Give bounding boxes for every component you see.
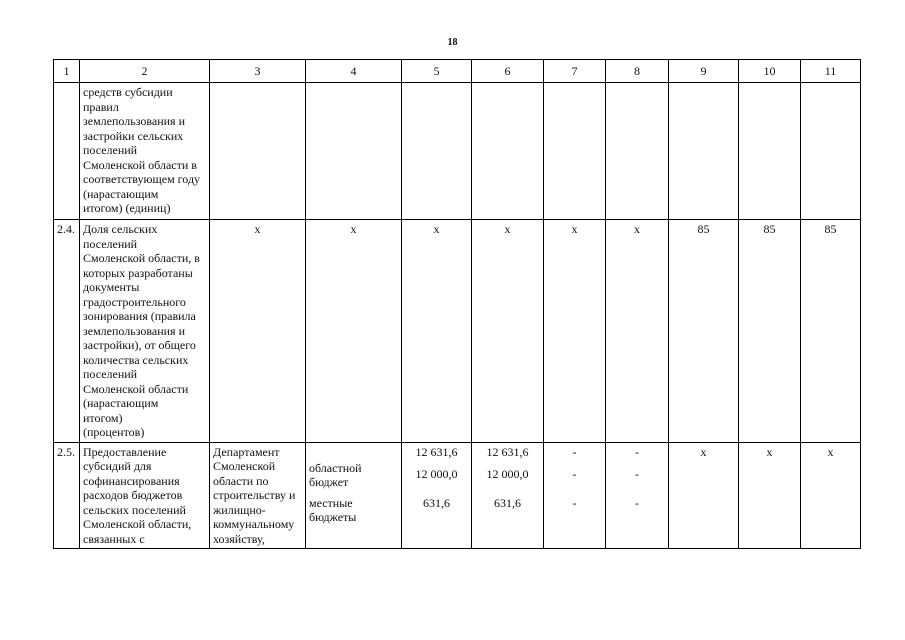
table-cell: 85 [801, 220, 861, 443]
row-number: 2.5. [54, 442, 80, 549]
table-cell: x [544, 220, 606, 443]
amount-total: 12 631,6 [486, 444, 529, 459]
dash-value: - [635, 495, 639, 510]
header-row [54, 60, 861, 83]
table-cell: 85 [669, 220, 739, 443]
amount-regional: 12 000,0 [486, 467, 529, 481]
amount-local: 631,6 [494, 495, 521, 510]
executor-line: Департамент [213, 444, 280, 459]
description-line: сельских поселений [83, 502, 186, 517]
table-row [54, 83, 861, 220]
description-line: землепользования и [83, 114, 185, 128]
executor-line: области по [213, 473, 269, 488]
description-line: итогом) [83, 410, 123, 425]
table-cell: x [472, 220, 544, 443]
row-description [80, 220, 210, 443]
dash-value: - [572, 444, 577, 459]
col6-cell [472, 442, 544, 549]
dash-value: - [635, 467, 639, 481]
amount-regional: 12 000,0 [415, 467, 458, 481]
program-table [53, 59, 861, 549]
dash-value: - [572, 495, 577, 510]
page-number: 18 [447, 37, 458, 48]
header-cell: 5 [402, 60, 472, 83]
description-line: соответствующем году [83, 172, 201, 186]
description-line: итогом) (единиц) [83, 201, 171, 215]
description-line: Смоленской области [83, 381, 189, 396]
table-row [54, 442, 861, 549]
description-line: документы [83, 280, 140, 294]
row-number: 2.4. [54, 220, 80, 443]
header-cell: 10 [739, 60, 801, 83]
description-line: Смоленской области, [83, 517, 192, 531]
description-line: связанных с [83, 531, 145, 546]
executor-line: строительству и [213, 488, 296, 502]
header-cell: 7 [544, 60, 606, 83]
table-cell [210, 83, 306, 220]
col5-cell [402, 442, 472, 549]
table-cell: x [306, 220, 402, 443]
description-line: (процентов) [83, 425, 145, 439]
header-cell: 11 [801, 60, 861, 83]
description-line: застройки), от общего [83, 338, 196, 352]
header-cell: 6 [472, 60, 544, 83]
description-line: градостроительного [83, 294, 186, 309]
table-cell: x [739, 442, 801, 549]
table-cell: x [669, 442, 739, 549]
description-line: расходов бюджетов [83, 488, 183, 502]
executor-line: коммунальному [213, 517, 295, 531]
description-line: зонирования (правила [83, 309, 196, 323]
table-cell [739, 83, 801, 220]
description-line: правил [83, 99, 119, 114]
table-cell: x [402, 220, 472, 443]
description-line: (нарастающим [83, 396, 159, 410]
header-cell: 1 [54, 60, 80, 83]
table-row [54, 220, 861, 443]
col7-cell [544, 442, 606, 549]
description-line: Смоленской области, в [83, 251, 200, 265]
amount-local: 631,6 [423, 495, 450, 510]
funding-source-local: местные бюджеты [309, 495, 357, 524]
table-cell [606, 83, 669, 220]
header-cell: 9 [669, 60, 739, 83]
description-line: землепользования и [83, 323, 185, 338]
description-line: (нарастающим [83, 186, 159, 201]
description-line: Смоленской области в [83, 157, 197, 172]
description-line: средств субсидии [83, 85, 173, 99]
header-cell: 3 [210, 60, 306, 83]
description-line: поселений [83, 236, 138, 251]
header-cell: 2 [80, 60, 210, 83]
row-description [80, 442, 210, 549]
dash-value: - [572, 467, 577, 481]
table-cell [402, 83, 472, 220]
description-line: софинансирования [83, 473, 180, 488]
description-line: Предоставление [83, 444, 167, 459]
table-cell [669, 83, 739, 220]
header-cell: 4 [306, 60, 402, 83]
table-cell: x [606, 220, 669, 443]
table-cell [306, 83, 402, 220]
col8-cell [606, 442, 669, 549]
amount-total: 12 631,6 [415, 444, 458, 459]
row-number [54, 83, 80, 220]
table-cell: x [210, 220, 306, 443]
description-line: поселений [83, 143, 138, 157]
description-line: Доля сельских [83, 222, 158, 236]
description-line: количества сельских [83, 352, 189, 367]
description-line: поселений [83, 367, 138, 381]
table-cell: 85 [739, 220, 801, 443]
funding-source-cell [306, 442, 402, 549]
header-cell: 8 [606, 60, 669, 83]
dash-value: - [635, 444, 639, 459]
table-cell [801, 83, 861, 220]
row-description [80, 83, 210, 220]
funding-source-regional: областной бюджет [309, 460, 362, 489]
executor-line: Смоленской [213, 459, 276, 473]
executor-line: жилищно- [213, 502, 266, 517]
description-line: застройки сельских [83, 128, 184, 143]
executor-line: хозяйству, [213, 531, 265, 546]
table-cell [544, 83, 606, 220]
table-cell [472, 83, 544, 220]
description-line: субсидий для [83, 459, 152, 473]
executor-cell [210, 442, 306, 549]
description-line: которых разработаны [83, 265, 193, 280]
table-cell: x [801, 442, 861, 549]
